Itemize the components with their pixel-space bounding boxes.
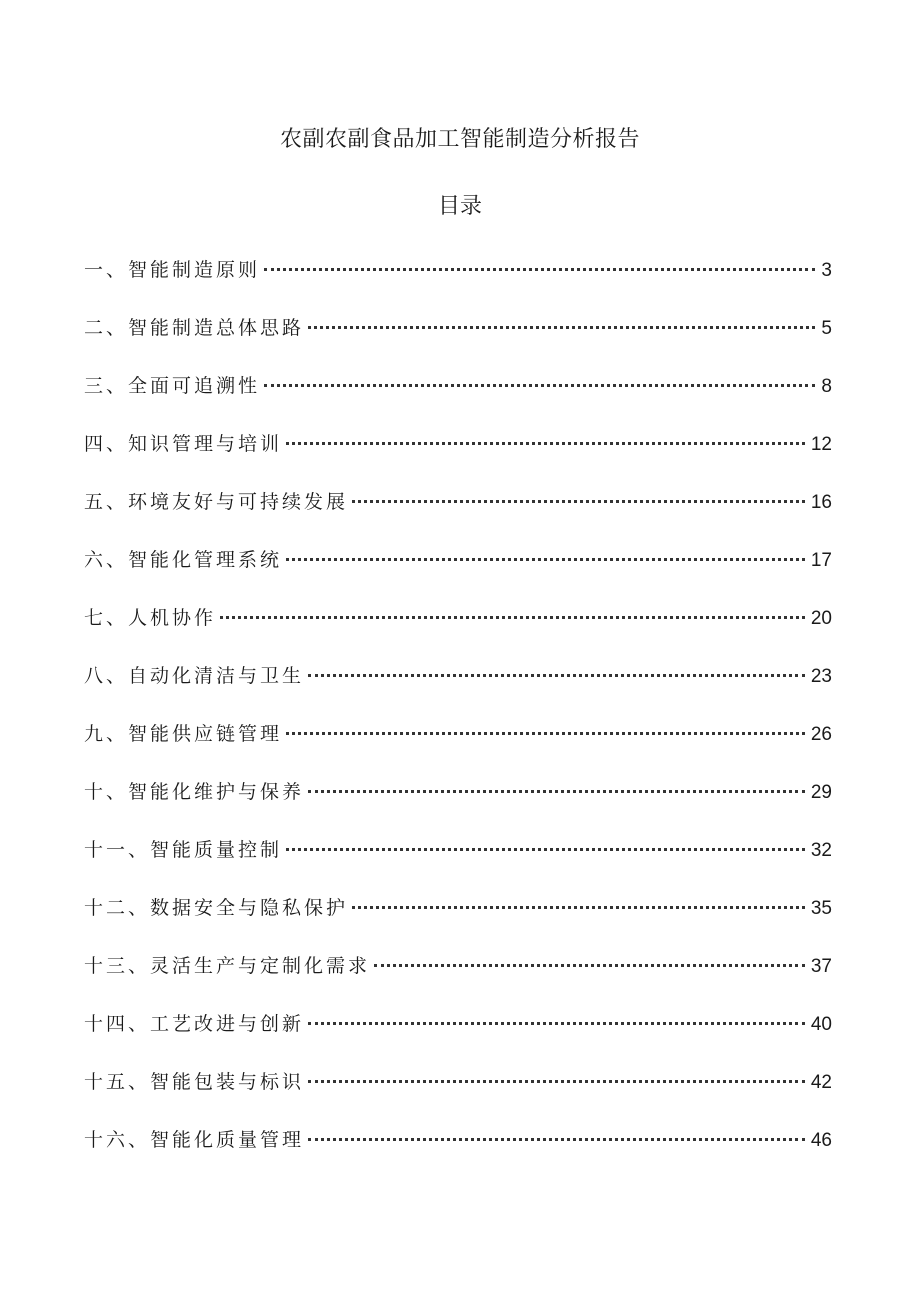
toc-page-number: 42 [810, 1072, 832, 1093]
toc-entry[interactable] [84, 660, 832, 718]
toc-dot-leader [308, 1080, 805, 1083]
toc-page-number: 16 [810, 492, 832, 513]
toc-entry-label: 五、环境友好与可持续发展 [84, 491, 349, 513]
toc-dot-leader [308, 1022, 805, 1025]
toc-heading: 目录 [437, 194, 482, 219]
toc-entry[interactable] [84, 544, 832, 602]
toc-entry[interactable] [84, 1066, 832, 1124]
toc-dot-leader [220, 616, 805, 619]
toc-entry[interactable] [84, 602, 832, 660]
toc-page-number: 29 [810, 782, 832, 803]
toc-page-number: 40 [810, 1014, 832, 1035]
toc-dot-leader [352, 906, 805, 909]
toc-dot-leader [308, 790, 805, 793]
toc-entry-label: 七、人机协作 [84, 607, 217, 629]
toc-entry-label: 三、全面可追溯性 [84, 375, 261, 397]
toc-dot-leader [286, 558, 805, 561]
toc-entry-label: 十六、智能化质量管理 [84, 1129, 305, 1151]
toc-entry[interactable] [84, 950, 832, 1008]
toc-dot-leader [308, 674, 805, 677]
toc-entry[interactable] [84, 254, 832, 312]
toc-entry[interactable] [84, 718, 832, 776]
toc-page-number: 5 [821, 318, 832, 339]
toc-entry-label: 十三、灵活生产与定制化需求 [84, 955, 371, 977]
toc-page-number: 35 [810, 898, 832, 919]
toc-entry-label: 十一、智能质量控制 [84, 839, 283, 861]
toc-page-number: 23 [810, 666, 832, 687]
table-of-contents [84, 254, 832, 1182]
toc-entry[interactable] [84, 776, 832, 834]
toc-page-number: 17 [810, 550, 832, 571]
toc-dot-leader [286, 848, 805, 851]
document-title: 农副农副食品加工智能制造分析报告 [279, 127, 640, 152]
toc-entry[interactable] [84, 312, 832, 370]
toc-dot-leader [264, 268, 815, 271]
toc-dot-leader [286, 732, 805, 735]
toc-page-number: 46 [810, 1130, 832, 1151]
toc-dot-leader [352, 500, 805, 503]
toc-entry-label: 十、智能化维护与保养 [84, 781, 305, 803]
toc-dot-leader [308, 1138, 805, 1141]
toc-entry-label: 二、智能制造总体思路 [84, 317, 305, 339]
toc-dot-leader [264, 384, 815, 387]
toc-entry[interactable] [84, 370, 832, 428]
toc-entry-label: 九、智能供应链管理 [84, 723, 283, 745]
toc-page-number: 26 [810, 724, 832, 745]
toc-entry-label: 十五、智能包装与标识 [84, 1071, 305, 1093]
toc-page-number: 20 [810, 608, 832, 629]
toc-entry[interactable] [84, 892, 832, 950]
toc-page-number: 12 [810, 434, 832, 455]
toc-entry-label: 一、智能制造原则 [84, 259, 261, 281]
toc-entry[interactable] [84, 428, 832, 486]
toc-page-number: 8 [821, 376, 832, 397]
toc-entry-label: 十二、数据安全与隐私保护 [84, 897, 349, 919]
toc-page-number: 37 [810, 956, 832, 977]
toc-entry-label: 四、知识管理与培训 [84, 433, 283, 455]
toc-page-number: 32 [810, 840, 832, 861]
toc-entry-label: 六、智能化管理系统 [84, 549, 283, 571]
toc-entry-label: 十四、工艺改进与创新 [84, 1013, 305, 1035]
toc-dot-leader [308, 326, 815, 329]
toc-entry[interactable] [84, 834, 832, 892]
toc-entry[interactable] [84, 1124, 832, 1182]
toc-entry[interactable] [84, 486, 832, 544]
toc-dot-leader [374, 964, 805, 967]
toc-dot-leader [286, 442, 805, 445]
toc-entry-label: 八、自动化清洁与卫生 [84, 665, 305, 687]
toc-entry[interactable] [84, 1008, 832, 1066]
toc-page-number: 3 [821, 260, 832, 281]
